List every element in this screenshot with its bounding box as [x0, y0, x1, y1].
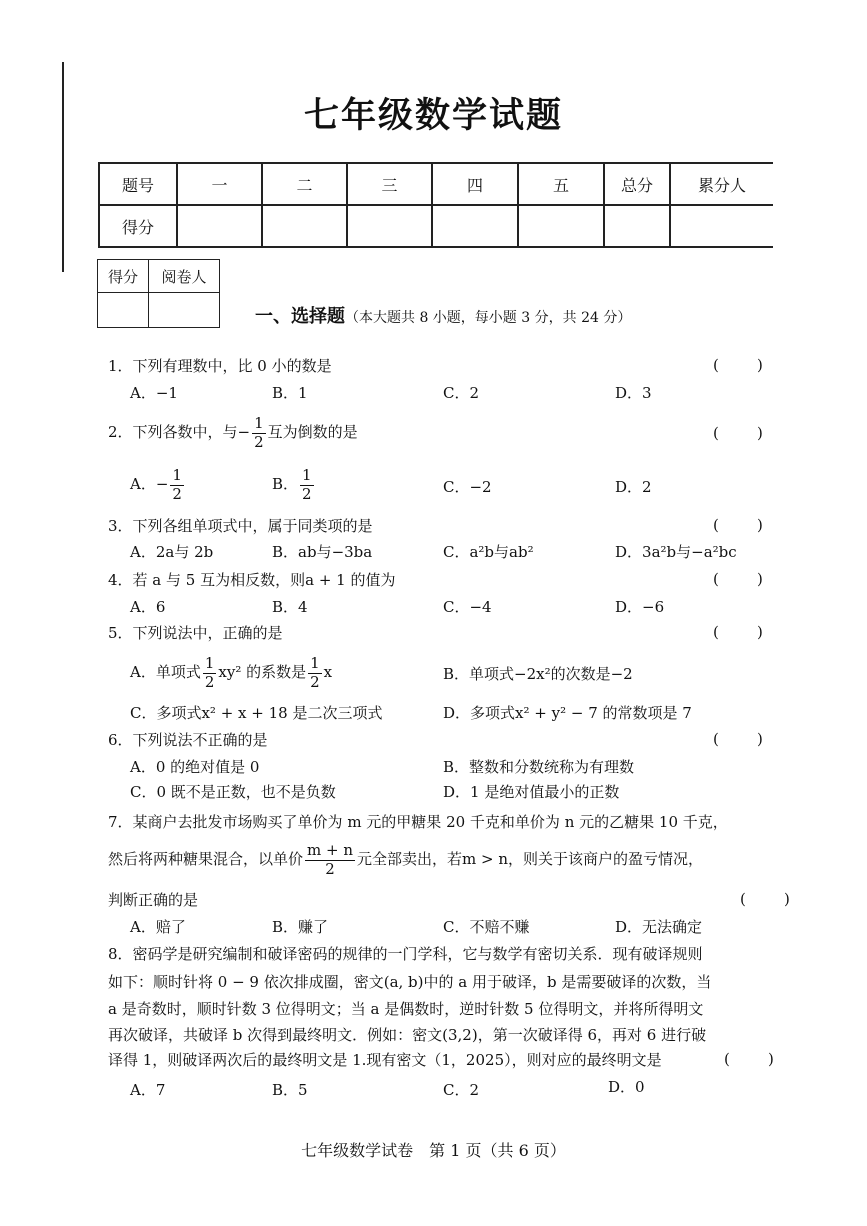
- question-3-stem: 3．下列各组单项式中，属于同类项的是: [108, 517, 373, 535]
- score-header-cell: 三: [347, 163, 432, 205]
- section-note: （本大题共 8 小题，每小题 3 分，共 24 分）: [345, 310, 632, 326]
- q8-option-a: A．7: [130, 1081, 166, 1099]
- score-table-score-row: [99, 205, 773, 247]
- score-cell: [262, 205, 347, 247]
- q4-option-c: C．−4: [443, 598, 492, 616]
- q6-option-b: B．整数和分数统称为有理数: [443, 758, 635, 776]
- page-title: 七年级数学试题: [303, 96, 563, 136]
- q6-option-c: C．0 既不是正数，也不是负数: [130, 783, 336, 801]
- score-cell: [432, 205, 518, 247]
- q7-option-b: B．赚了: [272, 918, 329, 936]
- score-cell: [177, 205, 262, 247]
- score-header-cell: 总分: [604, 163, 670, 205]
- score-table: [98, 162, 773, 248]
- q7-option-d: D．无法确定: [615, 918, 703, 936]
- q2-option-d: D．2: [615, 478, 652, 496]
- score-cell: [670, 205, 773, 247]
- question-8-line-2: 如下：顺时针将 0 − 9 依次排成圈，密文(a, b)中的 a 用于破译，b 是需要破译的次数，当: [108, 973, 712, 991]
- grader-name-label: 阅卷人: [149, 260, 220, 293]
- q3-option-c: C．a²b与ab²: [443, 543, 534, 561]
- q2-option-c: C．−2: [443, 478, 492, 496]
- question-1-stem: 1．下列有理数中，比 0 小的数是: [108, 357, 332, 375]
- q4-option-b: B．4: [272, 598, 308, 616]
- q3-option-b: B．ab与−3ba: [272, 543, 373, 561]
- page-footer: 七年级数学试卷 第 1 页（共 6 页）: [301, 1141, 566, 1160]
- q3-option-d: D．3a²b与−a²bc: [615, 543, 737, 561]
- question-8-line-3: a 是奇数时，顺时针数 3 位得明文；当 a 是偶数时，逆时针数 5 位得明文，并将所得明文: [108, 1000, 704, 1018]
- q1-option-b: B．1: [272, 384, 308, 402]
- question-8-line-1: 8．密码学是研究编制和破译密码的规律的一门学科，它与数学有密切关系．现有破译规则: [108, 945, 703, 963]
- q8-option-c: C．2: [443, 1081, 480, 1099]
- score-header-cell: 四: [432, 163, 518, 205]
- fraction: $\frac{1}{2}$: [302, 466, 312, 503]
- fraction: $\frac{1}{2}$: [204, 654, 215, 691]
- q2-option-b: B． $\frac{1}{2}$: [272, 466, 312, 503]
- q7-option-a: A．赔了: [130, 918, 186, 936]
- score-cell: [518, 205, 604, 247]
- score-header-cell: 题号: [99, 163, 177, 205]
- q5-option-b: B．单项式−2x²的次数是−2: [443, 665, 633, 683]
- q7-option-c: C．不赔不赚: [443, 918, 530, 936]
- score-table-header-row: [99, 163, 773, 205]
- question-7-line-1: 7．某商户去批发市场购买了单价为 m 元的甲糖果 20 千克和单价为 n 元的乙糖果 10 千克，: [108, 813, 728, 831]
- answer-paren: ( ): [713, 424, 763, 442]
- q1-option-a: A．−1: [130, 384, 178, 402]
- question-5-stem: 5．下列说法中，正确的是: [108, 624, 283, 642]
- question-6-stem: 6．下列说法不正确的是: [108, 731, 268, 749]
- fraction: $\frac{1}{2}$: [254, 414, 264, 451]
- q5-option-a: A．单项式 $\frac{1}{2}$ xy² 的系数是 $\frac{1}{2}$ x: [130, 654, 333, 691]
- q4-option-d: D．−6: [615, 598, 665, 616]
- q6-option-a: A．0 的绝对值是 0: [130, 758, 260, 776]
- score-header-cell: 五: [518, 163, 604, 205]
- q3-option-a: A．2a与 2b: [130, 543, 214, 561]
- grader-score-label: 得分: [98, 260, 149, 293]
- fraction: $\frac{1}{2}$: [310, 654, 320, 691]
- q4-option-a: A．6: [130, 598, 166, 616]
- question-4-stem: 4．若 a 与 5 互为相反数，则a + 1 的值为: [108, 571, 396, 589]
- answer-paren: ( ): [724, 1050, 774, 1068]
- q6-option-d: D．1 是绝对值最小的正数: [443, 783, 620, 801]
- q5-option-d: D．多项式x² + y² − 7 的常数项是 7: [443, 704, 692, 722]
- question-8-line-4: 再次破译，共破译 b 次得到最终明文．例如：密文(3,2)，第一次破译得 6，再对 6 进行破: [108, 1026, 707, 1044]
- q1-option-d: D．3: [615, 384, 652, 402]
- question-2-stem: 2．下列各数中，与− $\frac{1}{2}$ 互为倒数的是: [108, 414, 358, 451]
- section-heading: [255, 302, 631, 328]
- answer-paren: ( ): [713, 516, 763, 534]
- score-row-label: 得分: [99, 205, 177, 247]
- score-header-cell: 一: [177, 163, 262, 205]
- grader-name-cell: [149, 293, 220, 328]
- answer-paren: ( ): [713, 356, 763, 374]
- answer-paren: ( ): [713, 623, 763, 641]
- q8-option-d: D．0: [608, 1078, 645, 1096]
- score-header-cell: 累分人: [670, 163, 773, 205]
- score-cell: [604, 205, 670, 247]
- answer-paren: ( ): [713, 570, 763, 588]
- q5-option-c: C．多项式x² + x + 18 是二次三项式: [130, 704, 383, 722]
- section-title: 一、选择题: [255, 306, 345, 327]
- q8-option-b: B．5: [272, 1081, 308, 1099]
- question-7-line-2: 然后将两种糖果混合，以单价 $\frac{m + n}{2}$ 元全部卖出，若m > n，则关于该商户的盈亏情况，: [108, 841, 704, 878]
- q2-option-a: A．− $\frac{1}{2}$: [130, 466, 182, 503]
- question-8-line-5: 译得 1，则破译两次后的最终明文是 1.现有密文（1，2025），则对应的最终明文是: [108, 1051, 662, 1069]
- score-cell: [347, 205, 432, 247]
- grader-score-cell: [98, 293, 149, 328]
- score-header-cell: 二: [262, 163, 347, 205]
- fraction: $\frac{1}{2}$: [172, 466, 182, 503]
- answer-paren: ( ): [713, 730, 763, 748]
- grader-box: [97, 259, 220, 328]
- question-7-line-3: 判断正确的是: [108, 891, 199, 909]
- fraction: $\frac{m + n}{2}$: [307, 841, 354, 878]
- answer-paren: ( ): [740, 890, 790, 908]
- q1-option-c: C．2: [443, 384, 480, 402]
